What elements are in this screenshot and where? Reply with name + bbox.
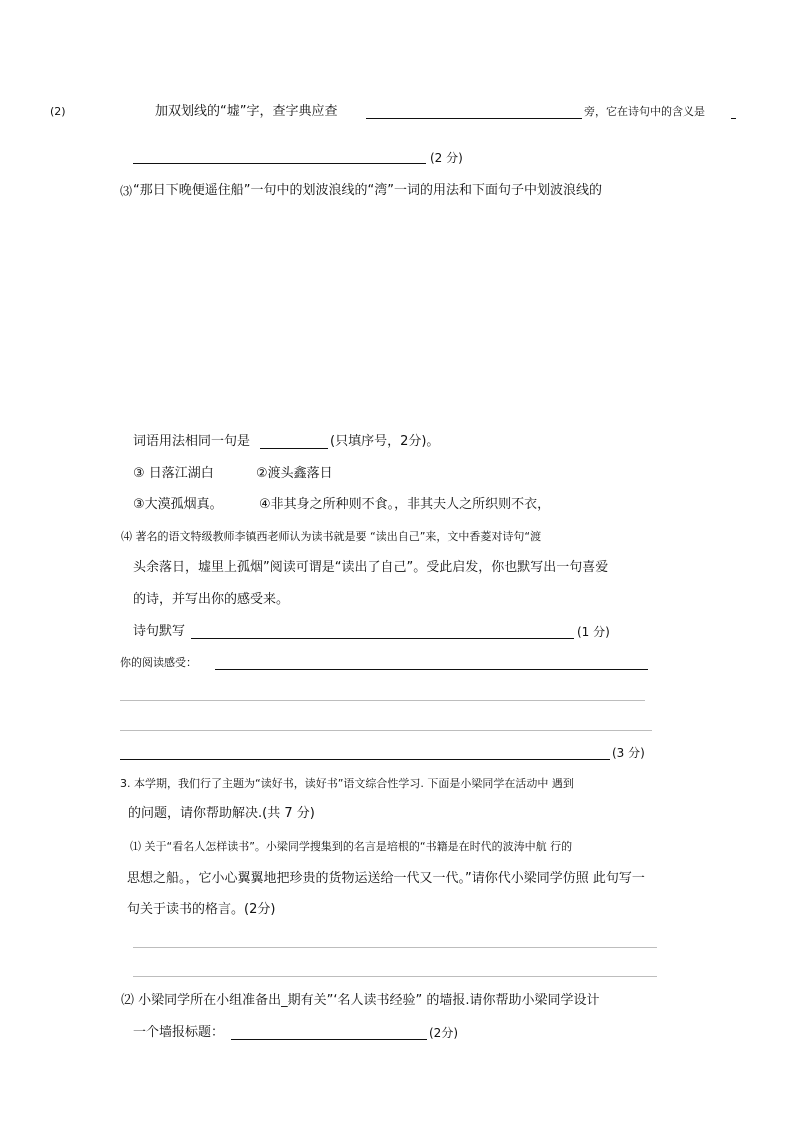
q3-text: “那日下晚便遥住船”一句中的划波浪线的“湾”一词的用法和下面句子中划波浪线的 xyxy=(133,183,602,198)
q4-feeling-line-2[interactable] xyxy=(120,700,645,701)
q3main-sub1-line2: 思想之船。，它小心翼翼地把珍贵的货物运送给一代又一代。”请你代小梁同学仿照 此句写一 xyxy=(127,871,645,886)
q3main-sub1-answer-line-1[interactable] xyxy=(133,947,657,948)
q4-feeling-blank-4[interactable] xyxy=(120,759,610,760)
q3main-sub2-line1: ⑵ 小梁同学所在小组准备出_期有关”‘名人读书经验” 的墙报.请你帮助小梁同学设计 xyxy=(121,993,600,1008)
q4-feeling-label: 你的阅读感受： xyxy=(120,656,197,669)
q3-option-2: ②渡头鑫落日 xyxy=(256,466,333,481)
q3main-line2: 的问题，请你帮助解决.(共 7 分) xyxy=(128,806,315,821)
q3main-line1: 3. 本学期，我们行了主题为“读好书，读好书”语文综合性学习. 下面是小梁同学在活动中 遇到 xyxy=(120,777,574,790)
q2-points: (2 分) xyxy=(430,151,463,165)
q3main-sub1-answer-line-2[interactable] xyxy=(133,976,657,977)
q4-feeling-blank-1[interactable] xyxy=(215,669,648,670)
q3main-sub1-line1: ⑴ 关于“看名人怎样读书”。小梁同学搜集到的名言是培根的“书籍是在时代的波涛中航 行的 xyxy=(130,840,573,853)
q2-tail-blank[interactable] xyxy=(731,118,736,119)
q3-number: ⑶ xyxy=(120,184,133,198)
q4-line1: ⑷ 著名的语文特级教师李镇西老师认为读书就是要 “读出自己”来，文中香菱对诗句“渡 xyxy=(121,530,542,543)
q3-cont-tail: (只填序号，2分)。 xyxy=(330,434,440,449)
q3main-sub2-line2: 一个墙报标题： xyxy=(133,1025,225,1040)
q3main-sub1-line3: 句关于读书的格言。(2分) xyxy=(127,902,276,917)
q3-answer-blank[interactable] xyxy=(260,448,328,449)
q3-cont: 词语用法相同一句是 xyxy=(133,434,251,449)
q3-option-3: ③大漠孤烟真。 xyxy=(133,497,223,512)
q2-answer-blank-meaning[interactable] xyxy=(133,163,426,164)
q2-text: 加双划线的“墟”字，查字典应查 xyxy=(155,104,338,119)
q2-answer-blank-radical[interactable] xyxy=(366,118,582,119)
q3main-sub2-points: (2分) xyxy=(429,1026,458,1040)
q4-feeling-points: (3 分) xyxy=(612,746,645,760)
q4-recite-points: (1 分) xyxy=(577,625,610,639)
q4-recite-label: 诗句默写 xyxy=(133,624,186,639)
q4-feeling-line-3[interactable] xyxy=(120,730,652,731)
q4-recite-blank[interactable] xyxy=(191,638,574,639)
q4-line2: 头余落日，墟里上孤烟”阅读可谓是“读出了自己”。受此启发，你也默写出一句喜爱 xyxy=(133,560,609,575)
q3-option-4: ④非其身之所种则不食。，非其夫人之所织则不衣， xyxy=(259,497,551,512)
q3-option-1: ③ 日落江湖白 xyxy=(133,466,214,481)
q4-line3: 的诗，并写出你的感受来。 xyxy=(133,592,290,607)
q2-number: (2) xyxy=(50,105,66,118)
q2-tail: 旁，它在诗句中的含义是 xyxy=(584,105,705,118)
q3main-sub2-title-blank[interactable] xyxy=(231,1039,427,1040)
